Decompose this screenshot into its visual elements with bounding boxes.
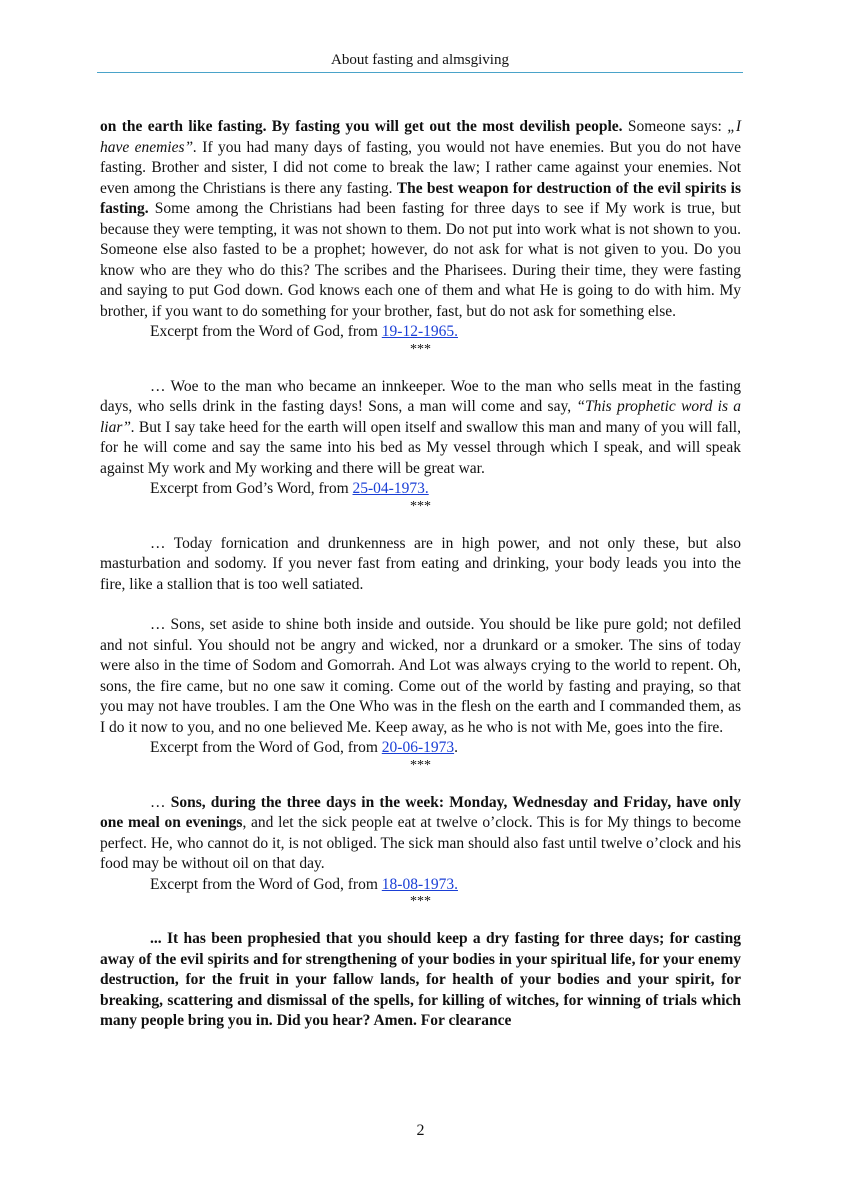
paragraph-fornication: … Today fornication and drunkenness are in high power, and not only these, but also masturbation and sodomy. If you never fast from eating and drinking, your body leads you into the fire, like a stallion that is too well satiated. [100,534,741,593]
excerpt-citation [100,322,741,343]
spacer [100,773,741,793]
italic-quote: “This prophetic word is a liar”. [100,398,742,436]
date-link[interactable]: 25-04-1973. [352,480,429,497]
section-separator: *** [410,757,431,773]
date-link[interactable]: 20-06-1973 [381,739,455,756]
section-separator: *** [410,894,431,909]
bold-text: The best weapon for destruction of the evil spirits is fasting. [100,179,741,217]
excerpt-citation [100,875,741,896]
bold-text: Sons, during the three days in the week: Monday, Wednesday and Friday, have only one meal on evenings [100,793,742,831]
text-run: Someone says: [622,118,728,135]
running-header: About fasting and almsgiving [331,52,509,68]
excerpt-citation [100,738,741,759]
section-separator: *** [410,498,431,514]
excerpt-citation [100,479,741,500]
date-link[interactable]: 18-08-1973. [381,875,458,893]
citation-text: Excerpt from God’s Word, from [150,480,353,497]
spacer [100,357,741,377]
spacer [100,514,741,534]
text-run: … Woe to the man who became an innkeeper. Woe to the man who sells meat in the fasting days, who sells drink in the fasting days! Sons, a man will come and say, [100,377,741,415]
italic-quote: „I have enemies”. [100,118,741,156]
page-number: 2 [416,1122,425,1139]
spacer [100,595,741,615]
paragraph-fasting-weapon [100,117,741,322]
bold-text: ... It has been prophesied that you should keep a dry fasting for three days; for casting away of the evil spirits and for strengthening of your bodies in your spiritual life, for your enemy destruction, for the fruit in your fallow lands, for health of your bodies and your spirit, for breaking, scattering and dismissal of the spells, for killing of witches, for winning of trials which many people bring you in. Did you hear? Amen. For clearance [100,930,741,1029]
citation-text: Excerpt from the Word of God, from [150,739,382,756]
paragraph-innkeeper [100,377,741,480]
paragraph-pure-gold: … Sons, set aside to shine both inside and outside. You should be like pure gold; not defiled and not sinful. You should not be angry and wicked, nor a drunkard or a smoker. The sins of today were also in the time of Sodom and Gomorrah. And Lot was always crying to the world to repent. Oh, sons, the fire came, but no one saw it coming. Come out of the world by fasting and praying, so that you may not have troubles. I am the One Who was in the flesh on the earth and I commanded them, as I do it now to you, and no one believed Me. Keep away, as he who is not with Me, goes into the fire. [100,616,741,736]
spacer [100,909,741,929]
header-divider [97,72,743,73]
paragraph-dry-fasting [100,929,741,1032]
section-separator: *** [410,341,431,357]
text-run: If you had many days of fasting, you would not have enemies. But you do not have fasting. Brother and sister, I did not come to break the law; I rather came against your enemies. Not even among the Christians is there any fasting. [100,138,741,197]
text-run: , and let the sick people eat at twelve o’clock. This is for My things to become perfect. He, who cannot do it, is not obliged. The sick man should also fast until twelve o’clock and his food may be without oil on that day. [100,814,741,872]
text-run: Some among the Christians had been fasting for three days to see if My work is true, but because they were tempting, it was not shown to them. Do not put into work what is not shown to you. Someone else also fasted to be a prophet; however, do not ask for what is not given to you. Do you know who are they who do this? The scribes and the Pharisees. During their time, they were fasting and saying to put God down. God knows each one of them and what He is going to do with him. My brother, if you want to do something for your brother, fast, but do not ask for something else. [100,200,741,320]
citation-text: Excerpt from the Word of God, from [150,875,382,893]
text-run: But I say take heed for the earth will open itself and swallow this man and many of you will fall, for he will come and say the same into his bed as My vessel through which I speak, and will speak against My work and My working and there will be great war. [100,418,741,477]
date-link[interactable]: 19-12-1965. [381,323,458,340]
page-body [100,117,741,1032]
bold-text: on the earth like fasting. By fasting you will get out the most devilish people. [100,118,623,135]
citation-text: . [454,739,458,756]
citation-text: Excerpt from the Word of God, from [150,323,382,340]
paragraph-three-days [100,793,741,875]
text-run: … [150,793,171,811]
